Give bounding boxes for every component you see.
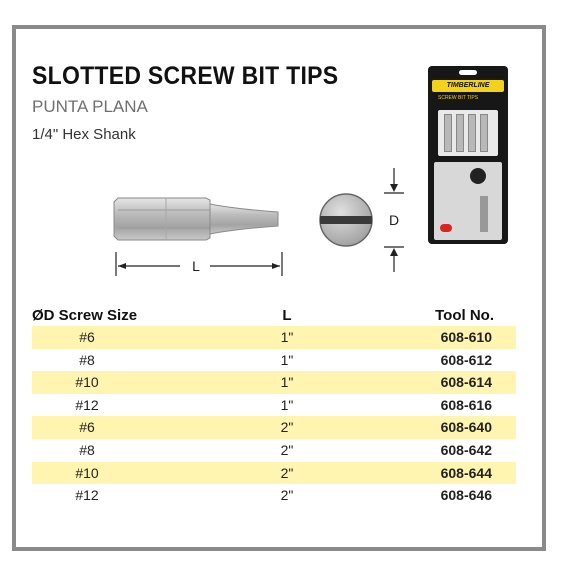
package-bits — [438, 110, 498, 156]
table-row — [32, 462, 516, 485]
bit-end-diagram — [308, 160, 418, 275]
page-subtitle: PUNTA PLANA — [32, 97, 148, 116]
length-label: L — [192, 258, 200, 274]
cell-tool-no: 608-646 — [440, 487, 492, 504]
cell-tool-no: 608-642 — [440, 441, 492, 458]
cell-length: 1" — [280, 329, 294, 345]
header-screw-size: ØD Screw Size — [32, 307, 138, 324]
cell-length: 2" — [280, 441, 294, 458]
bit-side-diagram — [110, 186, 290, 276]
cell-screw-size: #6 — [79, 419, 95, 436]
page-title: SLOTTED SCREW BIT TIPS — [32, 62, 339, 90]
cell-screw-size: #12 — [75, 396, 99, 413]
package-label: SCREW BIT TIPS — [438, 95, 479, 101]
table-row — [32, 371, 516, 394]
table-row — [32, 416, 516, 439]
diameter-label: D — [388, 212, 400, 228]
shank-spec: 1/4" Hex Shank — [32, 126, 136, 143]
cell-tool-no: 608-616 — [440, 396, 492, 413]
table-row — [32, 349, 516, 372]
package-image — [428, 66, 508, 244]
table-row — [32, 394, 516, 417]
cell-length: 1" — [280, 374, 294, 391]
package-lower-panel — [434, 162, 502, 240]
cell-length: 1" — [280, 351, 294, 368]
cell-tool-no: 608-614 — [440, 374, 492, 391]
cell-screw-size: #10 — [75, 464, 99, 481]
table-header — [32, 304, 516, 326]
cell-length: 2" — [280, 419, 294, 436]
cell-length: 1" — [280, 396, 294, 413]
cell-screw-size: #6 — [79, 329, 95, 345]
cell-tool-no: 608-612 — [440, 351, 492, 368]
package-brand-logo: TIMBERLINE — [432, 80, 504, 92]
table-row — [32, 326, 516, 349]
table-row — [32, 439, 516, 462]
cell-screw-size: #8 — [79, 351, 95, 368]
hang-hole — [459, 70, 477, 75]
spec-table — [32, 304, 516, 507]
cell-screw-size: #8 — [79, 441, 95, 458]
cell-length: 2" — [280, 487, 294, 504]
cell-screw-size: #12 — [75, 487, 99, 504]
cell-tool-no: 608-644 — [440, 464, 492, 481]
cell-tool-no: 608-610 — [440, 329, 492, 345]
header-tool-no: Tool No. — [435, 307, 494, 324]
table-body — [32, 326, 516, 507]
cell-screw-size: #10 — [75, 374, 99, 391]
header-length: L — [282, 307, 292, 324]
cell-tool-no: 608-640 — [440, 419, 492, 436]
cell-length: 2" — [280, 464, 294, 481]
table-row — [32, 484, 516, 507]
